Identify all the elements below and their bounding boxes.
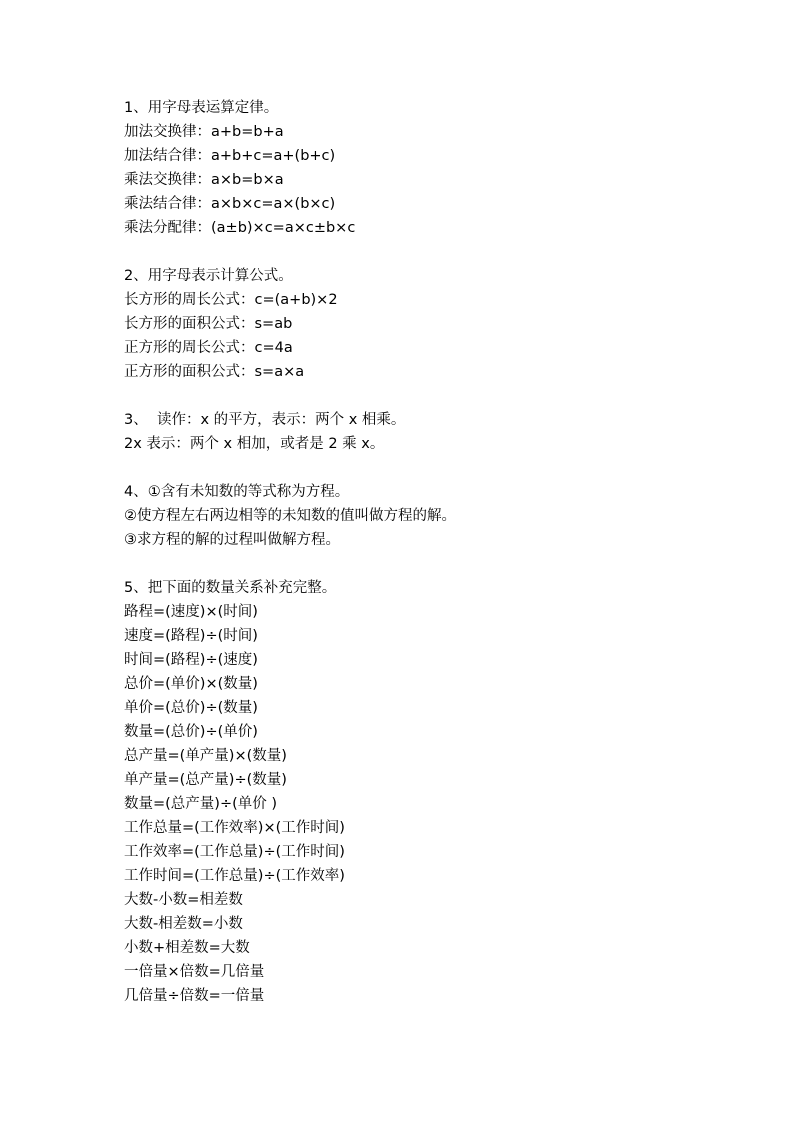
- relation-line: 时间=(路程)÷(速度): [124, 652, 258, 668]
- section-heading: 1、用字母表运算定律。: [124, 100, 279, 116]
- relation-line: 总价=(单价)×(数量): [124, 676, 258, 692]
- section-heading: 3、 读作：x 的平方，表示：两个 x 相乘。: [124, 412, 406, 428]
- section-gap: [124, 456, 764, 480]
- section-1: [124, 96, 764, 240]
- text-line: ③求方程的解的过程叫做解方程。: [124, 532, 340, 548]
- formula-line: 正方形的周长公式：c=4a: [124, 340, 293, 356]
- relation-line: 工作效率=(工作总量)÷(工作时间): [124, 844, 345, 860]
- relation-line: 大数-相差数=小数: [124, 916, 243, 932]
- relation-line: 工作总量=(工作效率)×(工作时间): [124, 820, 345, 836]
- section-2: [124, 264, 764, 384]
- formula-line: 加法结合律：a+b+c=a+(b+c): [124, 148, 336, 164]
- relation-line: 小数+相差数=大数: [124, 940, 250, 956]
- text-line: 2x 表示：两个 x 相加，或者是 2 乘 x。: [124, 436, 385, 452]
- text-line: ②使方程左右两边相等的未知数的值叫做方程的解。: [124, 508, 456, 524]
- formula-line: 加法交换律：a+b=b+a: [124, 124, 284, 140]
- relation-line: 几倍量÷倍数=一倍量: [124, 988, 265, 1004]
- relation-line: 数量=(总价)÷(单价): [124, 724, 258, 740]
- relation-line: 路程=(速度)×(时间): [124, 604, 258, 620]
- section-heading: 4、①含有未知数的等式称为方程。: [124, 484, 350, 500]
- section-heading: 2、用字母表示计算公式。: [124, 268, 293, 284]
- relation-line: 速度=(路程)÷(时间): [124, 628, 258, 644]
- section-heading: 5、把下面的数量关系补充完整。: [124, 580, 337, 596]
- section-gap: [124, 240, 764, 264]
- formula-line: 乘法结合律：a×b×c=a×(b×c): [124, 196, 336, 212]
- formula-line: 长方形的面积公式：s=ab: [124, 316, 293, 332]
- relation-line: 工作时间=(工作总量)÷(工作效率): [124, 868, 345, 884]
- section-3: [124, 408, 764, 456]
- relation-line: 数量=(总产量)÷(单价 ): [124, 796, 278, 812]
- relation-line: 单产量=(总产量)÷(数量): [124, 772, 287, 788]
- section-5: [124, 576, 764, 1008]
- section-gap: [124, 552, 764, 576]
- formula-line: 乘法交换律：a×b=b×a: [124, 172, 284, 188]
- relation-line: 一倍量×倍数=几倍量: [124, 964, 265, 980]
- relation-line: 总产量=(单产量)×(数量): [124, 748, 287, 764]
- document-body: [124, 96, 764, 1008]
- formula-line: 乘法分配律：(a±b)×c=a×c±b×c: [124, 220, 356, 236]
- relation-line: 单价=(总价)÷(数量): [124, 700, 258, 716]
- formula-line: 正方形的面积公式：s=a×a: [124, 364, 305, 380]
- section-4: [124, 480, 764, 552]
- section-gap: [124, 384, 764, 408]
- relation-line: 大数-小数=相差数: [124, 892, 243, 908]
- formula-line: 长方形的周长公式：c=(a+b)×2: [124, 292, 338, 308]
